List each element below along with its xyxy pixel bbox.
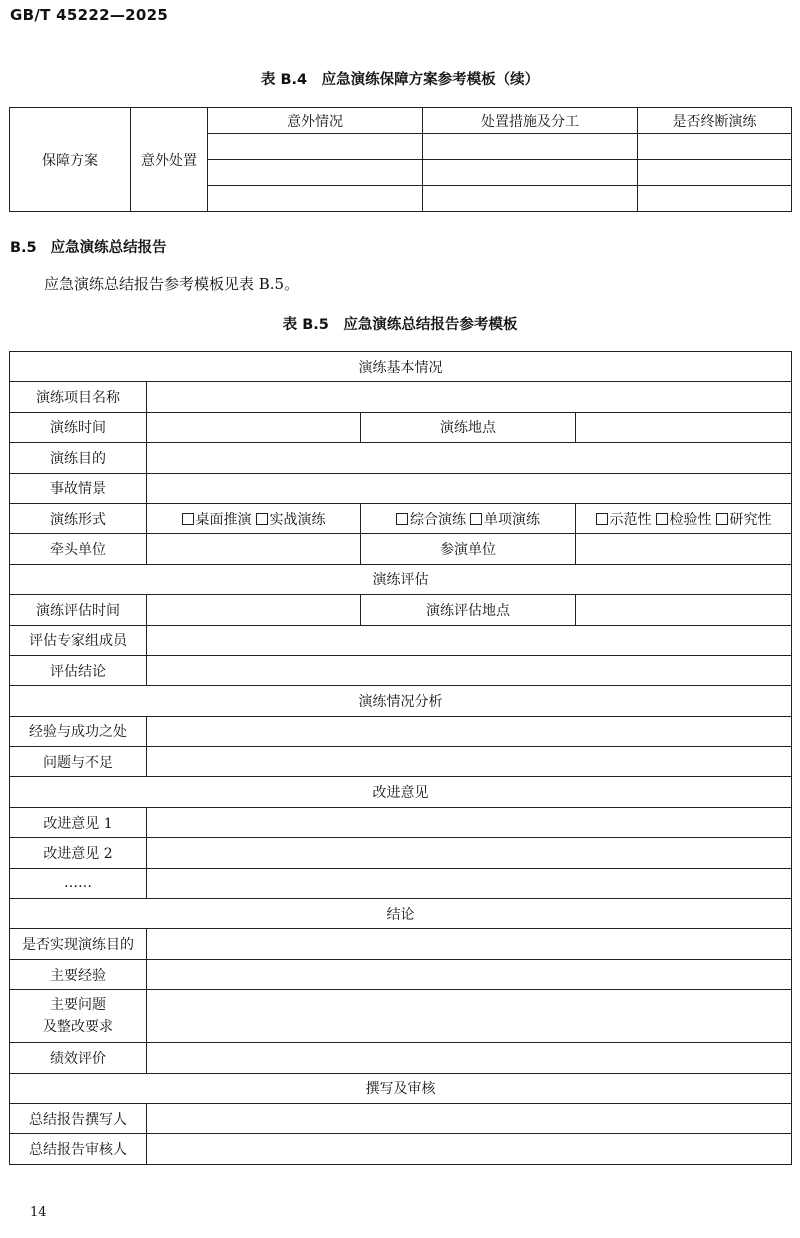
main-problems-field[interactable]: [147, 990, 792, 1043]
table-cell[interactable]: [208, 160, 423, 186]
project-name-field[interactable]: [147, 382, 792, 412]
scenario-label: 事故情景: [10, 473, 147, 503]
location-label: 演练地点: [361, 412, 576, 442]
scenario-field[interactable]: [147, 473, 792, 503]
evaluation-header: 演练评估: [10, 564, 792, 594]
table-cell[interactable]: [208, 134, 423, 160]
time-field[interactable]: [147, 412, 361, 442]
conclusion-header: 结论: [10, 899, 792, 929]
section-paragraph: 应急演练总结报告参考模板见表 B.5。: [44, 275, 300, 293]
table-b5: [9, 351, 792, 1165]
analysis-header: 演练情况分析: [10, 686, 792, 716]
table-cell[interactable]: [208, 186, 423, 212]
goal-achieved-label: 是否实现演练目的: [10, 929, 147, 959]
standard-code: GB/T 45222—2025: [10, 6, 169, 24]
table-cell[interactable]: [423, 160, 638, 186]
problems-label: 问题与不足: [10, 747, 147, 777]
writer-label: 总结报告撰写人: [10, 1103, 147, 1133]
eval-experts-label: 评估专家组成员: [10, 625, 147, 655]
section-number: B.5: [10, 240, 37, 256]
performance-label: 绩效评价: [10, 1043, 147, 1073]
eval-conclusion-label: 评估结论: [10, 655, 147, 685]
ellipsis-label: ……: [10, 868, 147, 898]
purpose-field[interactable]: [147, 443, 792, 473]
row-label-guarantee-plan: 保障方案: [10, 108, 131, 212]
location-field[interactable]: [576, 412, 792, 442]
purpose-label: 演练目的: [10, 443, 147, 473]
experience-success-field[interactable]: [147, 716, 792, 746]
main-problems-label: 主要问题 及整改要求: [10, 990, 147, 1043]
writer-field[interactable]: [147, 1103, 792, 1133]
eval-location-label: 演练评估地点: [361, 595, 576, 625]
table-cell[interactable]: [638, 186, 792, 212]
participant-unit-label: 参演单位: [361, 534, 576, 564]
column-header: 意外情况: [208, 108, 423, 134]
eval-location-field[interactable]: [576, 595, 792, 625]
goal-achieved-field[interactable]: [147, 929, 792, 959]
form-options-a: [147, 503, 361, 533]
checkbox-option[interactable]: 研究性: [716, 509, 772, 529]
checkbox-icon[interactable]: [656, 513, 668, 525]
checkbox-option[interactable]: 综合演练: [396, 509, 466, 529]
column-header: 是否终断演练: [638, 108, 792, 134]
section-title: 应急演练总结报告: [50, 240, 167, 256]
table-cell[interactable]: [638, 134, 792, 160]
improvement-2-label: 改进意见 2: [10, 838, 147, 868]
reviewer-field[interactable]: [147, 1134, 792, 1164]
form-label: 演练形式: [10, 503, 147, 533]
checkbox-icon[interactable]: [396, 513, 408, 525]
eval-experts-field[interactable]: [147, 625, 792, 655]
main-experience-field[interactable]: [147, 959, 792, 989]
form-options-c: [576, 503, 792, 533]
checkbox-icon[interactable]: [470, 513, 482, 525]
checkbox-option[interactable]: 示范性: [596, 509, 652, 529]
problems-field[interactable]: [147, 747, 792, 777]
ellipsis-field[interactable]: [147, 868, 792, 898]
table-cell[interactable]: [423, 134, 638, 160]
form-options-b: [361, 503, 576, 533]
checkbox-option[interactable]: 单项演练: [470, 509, 540, 529]
eval-conclusion-field[interactable]: [147, 655, 792, 685]
checkbox-icon[interactable]: [182, 513, 194, 525]
table-cell[interactable]: [423, 186, 638, 212]
table-b4-caption: 表 B.4 应急演练保障方案参考模板（续）: [260, 72, 540, 88]
section-b5-heading: [10, 236, 167, 257]
column-header: 处置措施及分工: [423, 108, 638, 134]
experience-success-label: 经验与成功之处: [10, 716, 147, 746]
project-name-label: 演练项目名称: [10, 382, 147, 412]
improvement-2-field[interactable]: [147, 838, 792, 868]
table-b4: [9, 107, 792, 212]
table-cell[interactable]: [638, 160, 792, 186]
improvement-1-label: 改进意见 1: [10, 807, 147, 837]
eval-time-field[interactable]: [147, 595, 361, 625]
table-b5-caption: 表 B.5 应急演练总结报告参考模板: [282, 317, 518, 333]
review-header: 撰写及审核: [10, 1073, 792, 1103]
participant-unit-field[interactable]: [576, 534, 792, 564]
improvement-1-field[interactable]: [147, 807, 792, 837]
checkbox-icon[interactable]: [716, 513, 728, 525]
page-number: 14: [30, 1205, 47, 1220]
basic-info-header: 演练基本情况: [10, 352, 792, 382]
checkbox-option[interactable]: 检验性: [656, 509, 712, 529]
eval-time-label: 演练评估时间: [10, 595, 147, 625]
performance-field[interactable]: [147, 1043, 792, 1073]
checkbox-icon[interactable]: [596, 513, 608, 525]
time-label: 演练时间: [10, 412, 147, 442]
checkbox-option[interactable]: 桌面推演: [182, 509, 252, 529]
checkbox-option[interactable]: 实战演练: [256, 509, 326, 529]
lead-unit-label: 牵头单位: [10, 534, 147, 564]
lead-unit-field[interactable]: [147, 534, 361, 564]
main-experience-label: 主要经验: [10, 959, 147, 989]
improvement-header: 改进意见: [10, 777, 792, 807]
checkbox-icon[interactable]: [256, 513, 268, 525]
sub-label-accident-handling: 意外处置: [131, 108, 208, 212]
reviewer-label: 总结报告审核人: [10, 1134, 147, 1164]
